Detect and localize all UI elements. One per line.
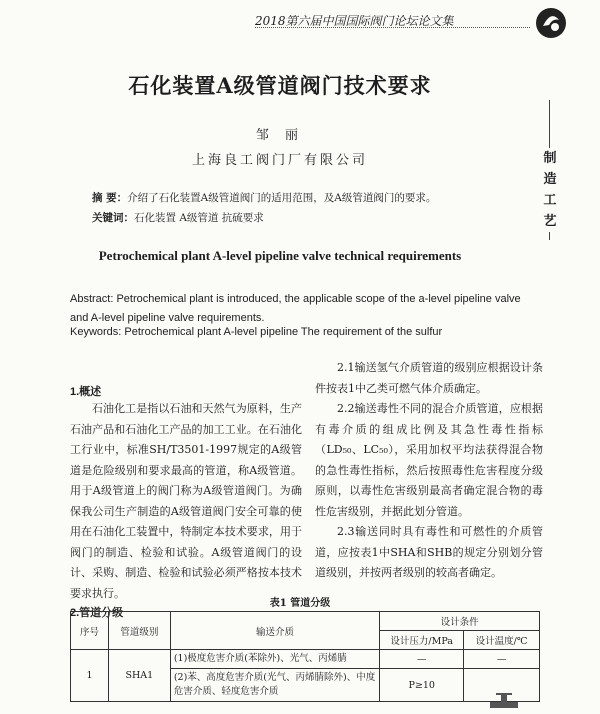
- header-pressure: 设计压力/MPa: [380, 631, 464, 650]
- table-header-row: [71, 612, 540, 631]
- chinese-keywords-label: 关键词：: [92, 212, 134, 224]
- article-title: 石化装置A级管道阀门技术要求: [128, 73, 432, 98]
- chinese-abstract: [92, 190, 532, 205]
- paragraph-2-2: 2.2输送毒性不同的混合介质管道，应根据有毒介质的组成比例及其急性毒性指标（LD₅₀、LC₅₀），采用加权平均法获得混合物的急性毒性指标，然后按照毒性危害程度分级原则，以毒性危害级别最高者确定混合物的毒性危害级别，并据此划分管道。: [315, 402, 543, 518]
- row-no: 1: [71, 650, 109, 702]
- pipeline-classification-table: [70, 611, 540, 702]
- publisher-logo-icon: [534, 6, 568, 40]
- header-design-conditions: 设计条件: [380, 612, 540, 631]
- header-level: 管道级别: [108, 612, 170, 650]
- row-medium-1: (1)极度危害介质(苯除外)、光气、丙烯腈: [170, 650, 379, 669]
- overview-paragraph: 石油化工是指以石油和天然气为原料，生产石油产品和石油化工产品的加工工业。在石油化工行业中，标准SH/T3501-1997规定的A级管道是危险级别和要求最高的管道，称A级管道。用于A级管道上的阀门称为A级管道阀门。为确保我公司生产制造的A级管道阀门安全可靠的使用在石油化工装置中，特制定本技术要求，用于阀门的制造、检验和试验。A级管道阀门的设计、采购、制造、检验和试验必须严格按本技术要求执行。: [70, 402, 302, 600]
- row-medium-2: (2)苯、高度危害介质(光气、丙烯腈除外)、中度危害介质、轻度危害介质: [170, 669, 379, 702]
- chinese-abstract-text: 介绍了石化装置A级管道阀门的适用范围，及A级管道阀门的要求。: [127, 192, 437, 204]
- chinese-keywords-text: 石化装置 A级管道 抗硫要求: [134, 212, 264, 224]
- section-heading-classification: 2.管道分级: [70, 607, 124, 619]
- header-temperature: 设计温度/℃: [464, 631, 540, 650]
- row-level: SHA1: [108, 650, 170, 702]
- header-medium: 输送介质: [170, 612, 379, 650]
- english-keywords: [70, 326, 540, 338]
- row-temperature-1: —: [464, 650, 540, 669]
- table-row: [71, 650, 540, 669]
- english-keywords-text: Petrochemical plant A-level pipeline The requirement of the sulfur: [124, 326, 443, 338]
- valve-watermark-icon: [486, 692, 522, 712]
- header-no: 序号: [71, 612, 109, 650]
- author-name: 邹 丽: [255, 128, 305, 143]
- chinese-keywords: [92, 210, 532, 225]
- paragraph-2-3: 2.3输送同时具有毒性和可燃性的介质管道，应按表1中SHA和SHB的规定分别划分管道级别，并按两者级别的较高者确定。: [315, 525, 543, 579]
- english-keywords-label: Keywords:: [70, 326, 122, 338]
- english-abstract-text: Petrochemical plant is introduced, the applicable scope of the a-level pipeline valve and A-level pipeline valve requirements.: [70, 293, 521, 324]
- running-header: 2018第六届中国国际阀门论坛论文集: [255, 14, 454, 28]
- english-abstract-label: Abstract:: [70, 293, 114, 305]
- row-pressure-2: P≥10: [380, 669, 464, 702]
- section-tab: 制造工艺: [539, 148, 561, 232]
- section-heading-overview: 1.概述: [70, 386, 102, 398]
- author-organization: 上海良工阀门厂有限公司: [191, 153, 368, 168]
- row-pressure-1: —: [380, 650, 464, 669]
- table-caption: 表1 管道分级: [269, 598, 331, 609]
- header-divider: [255, 27, 530, 28]
- left-column: [70, 383, 302, 620]
- english-abstract: [70, 290, 540, 328]
- chinese-abstract-label: 摘 要：: [92, 192, 128, 204]
- english-title: Petrochemical plant A-level pipeline valve technical requirements: [98, 248, 462, 263]
- right-column: [315, 358, 543, 584]
- paragraph-2-1: 2.1输送氢气介质管道的级别应根据设计条件按表1中乙类可燃气体介质确定。: [315, 361, 543, 395]
